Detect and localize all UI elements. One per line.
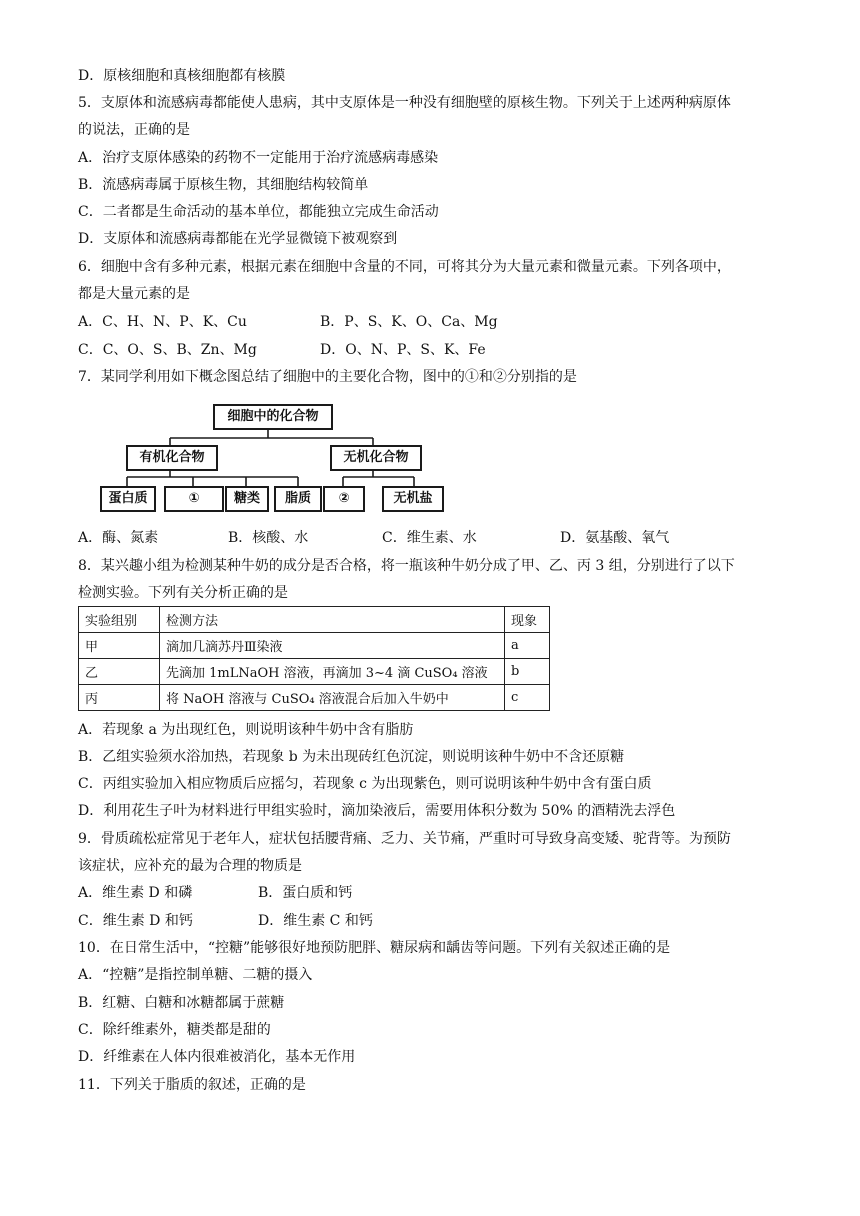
q9-option-a: A．维生素 D 和磷 [78, 885, 193, 901]
q10-stem: 10．在日常生活中，“控糖”能够很好地预防肥胖、糖尿病和龋齿等问题。下列有关叙述正确的是 [78, 940, 671, 956]
q10-option-d: D．纤维素在人体内很难被消化，基本无作用 [78, 1049, 356, 1065]
leaf-inorganic-salt: 无机盐 [382, 486, 444, 512]
q4-option-d: D．原核细胞和真核细胞都有核膜 [78, 68, 286, 84]
q6-option-a: A．C、H、N、P、K、Cu [78, 314, 247, 330]
q9-option-d: D．维生素 C 和钙 [258, 913, 373, 929]
q9-stem-line1: 9．骨质疏松症常见于老年人，症状包括腰背痛、乏力、关节痛，严重时可导致身高变矮、驼背等。为预防 [78, 831, 731, 847]
q7-option-c: C．维生素、水 [382, 530, 477, 546]
concept-map [98, 400, 458, 518]
table-header-cell: 实验组别 [79, 607, 160, 633]
table-cell: b [505, 659, 550, 685]
q5-stem-line1: 5．支原体和流感病毒都能使人患病，其中支原体是一种没有细胞壁的原核生物。下列关于上述两种病原体 [78, 95, 731, 111]
q8-stem-line2: 检测实验。下列有关分析正确的是 [78, 585, 288, 601]
leaf-carbohydrate: 糖类 [225, 486, 269, 512]
table-cell: 将 NaOH 溶液与 CuSO₄ 溶液混合后加入牛奶中 [160, 685, 505, 711]
q9-option-c: C．维生素 D 和钙 [78, 913, 193, 929]
table-header-cell: 现象 [505, 607, 550, 633]
q8-option-b: B．乙组实验须水浴加热，若现象 b 为未出现砖红色沉淀，则说明该种牛奶中不含还原糖 [78, 749, 625, 765]
q8-experiment-table [78, 606, 550, 711]
q5-option-d: D．支原体和流感病毒都能在光学显微镜下被观察到 [78, 231, 398, 247]
q8-option-d: D．利用花生子叶为材料进行甲组实验时，滴加染液后，需要用体积分数为 50% 的酒精洗去浮色 [78, 803, 676, 819]
q6-option-c: C．C、O、S、B、Zn、Mg [78, 342, 257, 358]
leaf-lipid: 脂质 [274, 486, 322, 512]
q8-stem-line1: 8．某兴趣小组为检测某种牛奶的成分是否合格，将一瓶该种牛奶分成了甲、乙、丙 3 组，分别进行了以下 [78, 558, 735, 574]
table-cell: 先滴加 1mLNaOH 溶液，再滴加 3~4 滴 CuSO₄ 溶液 [160, 659, 505, 685]
leaf-blank-1: ① [164, 486, 224, 512]
table-cell: 甲 [79, 633, 160, 659]
table-cell: a [505, 633, 550, 659]
q7-option-a: A．酶、氮素 [78, 530, 159, 546]
q8-option-a: A．若现象 a 为出现红色，则说明该种牛奶中含有脂肪 [78, 722, 414, 738]
leaf-protein: 蛋白质 [100, 486, 156, 512]
table-cell: c [505, 685, 550, 711]
q6-stem-line1: 6．细胞中含有多种元素，根据元素在细胞中含量的不同，可将其分为大量元素和微量元素。下列各项中， [78, 259, 731, 275]
q7-option-d: D．氨基酸、氧气 [560, 530, 670, 546]
q5-option-b: B．流感病毒属于原核生物，其细胞结构较简单 [78, 177, 369, 193]
table-header-cell: 检测方法 [160, 607, 505, 633]
q5-stem-line2: 的说法，正确的是 [78, 122, 190, 138]
table-cell: 丙 [79, 685, 160, 711]
q6-option-b: B．P、S、K、O、Ca、Mg [320, 314, 498, 330]
q7-option-b: B．核酸、水 [228, 530, 309, 546]
table-row [79, 659, 550, 685]
q10-option-c: C．除纤维素外，糖类都是甜的 [78, 1022, 271, 1038]
table-cell: 乙 [79, 659, 160, 685]
leaf-blank-2: ② [323, 486, 365, 512]
table-row [79, 633, 550, 659]
q6-stem-line2: 都是大量元素的是 [78, 286, 190, 302]
node-organic-compounds: 有机化合物 [126, 445, 218, 471]
q7-stem: 7．某同学利用如下概念图总结了细胞中的主要化合物，图中的①和②分别指的是 [78, 369, 577, 385]
q5-option-c: C．二者都是生命活动的基本单位，都能独立完成生命活动 [78, 204, 439, 220]
table-row [79, 685, 550, 711]
q10-option-b: B．红糖、白糖和冰糖都属于蔗糖 [78, 995, 285, 1011]
table-header-row [79, 607, 550, 633]
node-cell-compounds: 细胞中的化合物 [213, 404, 333, 430]
q6-option-d: D．O、N、P、S、K、Fe [320, 342, 486, 358]
q9-stem-line2: 该症状，应补充的最为合理的物质是 [78, 858, 302, 874]
q5-option-a: A．治疗支原体感染的药物不一定能用于治疗流感病毒感染 [78, 150, 439, 166]
q9-option-b: B．蛋白质和钙 [258, 885, 353, 901]
table-cell: 滴加几滴苏丹Ⅲ染液 [160, 633, 505, 659]
q10-option-a: A．“控糖”是指控制单糖、二糖的摄入 [78, 967, 313, 983]
q8-option-c: C．丙组实验加入相应物质后应摇匀，若现象 c 为出现紫色，则可说明该种牛奶中含有蛋白质 [78, 776, 652, 792]
q11-stem: 11．下列关于脂质的叙述，正确的是 [78, 1077, 306, 1093]
node-inorganic-compounds: 无机化合物 [330, 445, 422, 471]
